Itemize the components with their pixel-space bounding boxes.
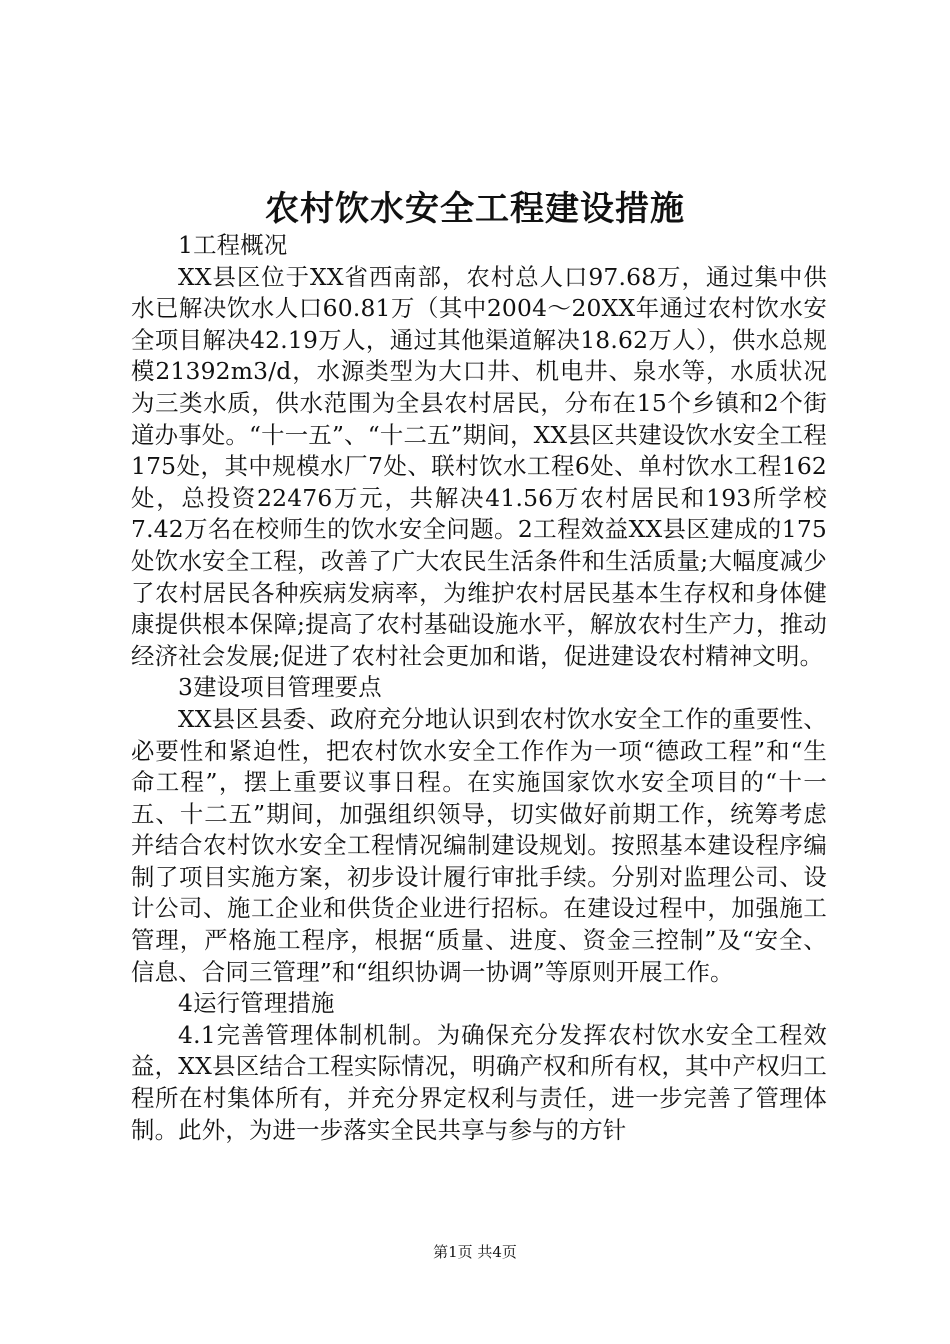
section-heading-overview: 1工程概况 xyxy=(178,231,288,259)
paragraph-overview: XX县区位于XX省西南部，农村总人口97.68万，通过集中供水已解决饮水人口60.81万（其中2004～20XX年通过农村饮水安全项目解决42.19万人，通过其他渠道解决18.62万人），供水总规模21392m3/d，水源类型为大口井、机电井、泉水等，水质状况为三类水质，供水范围为全县农村居民，分布在15个乡镇和2个街道办事处。“十一五”、“十二五”期间，XX县区共建设饮水安全工程175处，其中规模水厂7处、联村饮水工程6处、单村饮水工程162处，总投资22476万元，共解决41.56万农村居民和193所学校7.42万名在校师生的饮水安全问题。2工程效益XX县区建成的175处饮水安全工程，改善了广大农民生活条件和生活质量;大幅度减少了农村居民各种疾病发病率，为维护农村居民基本生存权和身体健康提供根本保障;提高了农村基础设施水平，解放农村生产力，推动经济社会发展;促进了农村社会更加和谐，促进建设农村精神文明。 xyxy=(131,262,827,670)
paragraph-management: XX县区县委、政府充分地认识到农村饮水安全工作的重要性、必要性和紧迫性，把农村饮水安全工作作为一项“德政工程”和“生命工程”，摆上重要议事日程。在实施国家饮水安全项目的“十一五、十二五”期间，加强组织领导，切实做好前期工作，统筹考虑并结合农村饮水安全工程情况编制建设规划。按照基本建设程序编制了项目实施方案，初步设计履行审批手续。分别对监理公司、设计公司、施工企业和供货企业进行招标。在建设过程中，加强施工管理，严格施工程序，根据“质量、进度、资金三控制”及“安全、信息、合同三管理”和“组织协调一协调”等原则开展工作。 xyxy=(131,704,827,986)
document-body xyxy=(131,230,827,1146)
section-heading-management: 3建设项目管理要点 xyxy=(178,673,382,702)
page-footer: 第1页 共4页 xyxy=(433,1243,517,1261)
section-heading-operation: 4运行管理措施 xyxy=(178,989,335,1018)
paragraph-operation: 4.1完善管理体制机制。为确保充分发挥农村饮水安全工程效益，XX县区结合工程实际情况，明确产权和所有权，其中产权归工程所在村集体所有，并充分界定权利与责任，进一步完善了管理体制。此外，为进一步落实全民共享与参与的方针 xyxy=(131,1020,827,1144)
document-title: 农村饮水安全工程建设措施 xyxy=(265,189,685,229)
